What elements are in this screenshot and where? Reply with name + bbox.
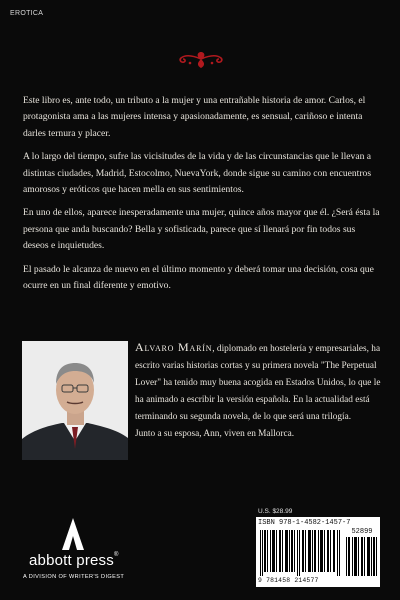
publisher-logo	[29, 552, 139, 569]
isbn-text: ISBN 978-1-4582-1457-7	[258, 519, 351, 527]
author-name: Alvaro Marín	[135, 340, 213, 354]
abbott-a-logo-icon	[62, 518, 84, 550]
author-bio	[135, 339, 383, 442]
publisher-name: abbott press	[29, 552, 114, 569]
blurb-paragraph-2: A lo largo del tiempo, sufre las vicisitudes de la vida y de las circunstancias que le llevan a distintas ciudades, Madrid, Estocolmo, NuevaYork, donde sigue su camino con encuentros amorosos y eróticos que hacen mella en sus sentimientos.	[23, 151, 372, 196]
book-blurb	[23, 93, 380, 301]
fleuron-ornament-icon	[176, 48, 226, 70]
addon-price-code: 52899	[351, 528, 373, 536]
registered-mark: ®	[113, 552, 119, 558]
blurb-paragraph-3: En uno de ellos, aparece inesperadamente una mujer, quince años mayor que él. ¿Será ésta la persona que anda buscando? Bella y sofisticada, parece que sí llenará por fin todos sus deseos e inquietudes.	[23, 207, 380, 252]
publisher-tagline: A DIVISION OF WRITER'S DIGEST	[23, 574, 125, 580]
author-bio-last-line: Junto a su esposa, Ann, viven en Mallorca.	[135, 428, 295, 439]
isbn-barcode	[256, 517, 380, 587]
genre-label: EROTICA	[10, 10, 44, 17]
author-photo	[22, 341, 128, 460]
ean-number: 9 781458 214577	[258, 577, 319, 584]
ean-barcode-bars	[260, 530, 342, 576]
author-bio-body: , diplomado en hostelería y empresariales, ha escrito varias historias cortas y su primera novela "The Perpetual Lover" ha tenido muy buena acogida en Estados Unidos, lo que le ha animado a escribir la versión española. En la actualidad está terminando su segunda novela, de lo que será una trilogía.	[135, 344, 381, 422]
author-bio-text	[135, 339, 383, 426]
blurb-paragraph-1: Este libro es, ante todo, un tributo a la mujer y una entrañable historia de amor. Carlos, el protagonista ama a las mujeres intensa y apasionadamente, es sensual, cariñoso e intenta darles ternura y placer.	[23, 95, 366, 139]
addon-barcode-bars	[346, 537, 378, 576]
price-label: U.S. $28.99	[258, 508, 293, 515]
blurb-paragraph-4: El pasado le alcanza de nuevo en el último momento y deberá tomar una decisión, cosa que ocurre en un final diferente y emotivo.	[23, 263, 374, 292]
author-portrait-image	[22, 341, 128, 460]
